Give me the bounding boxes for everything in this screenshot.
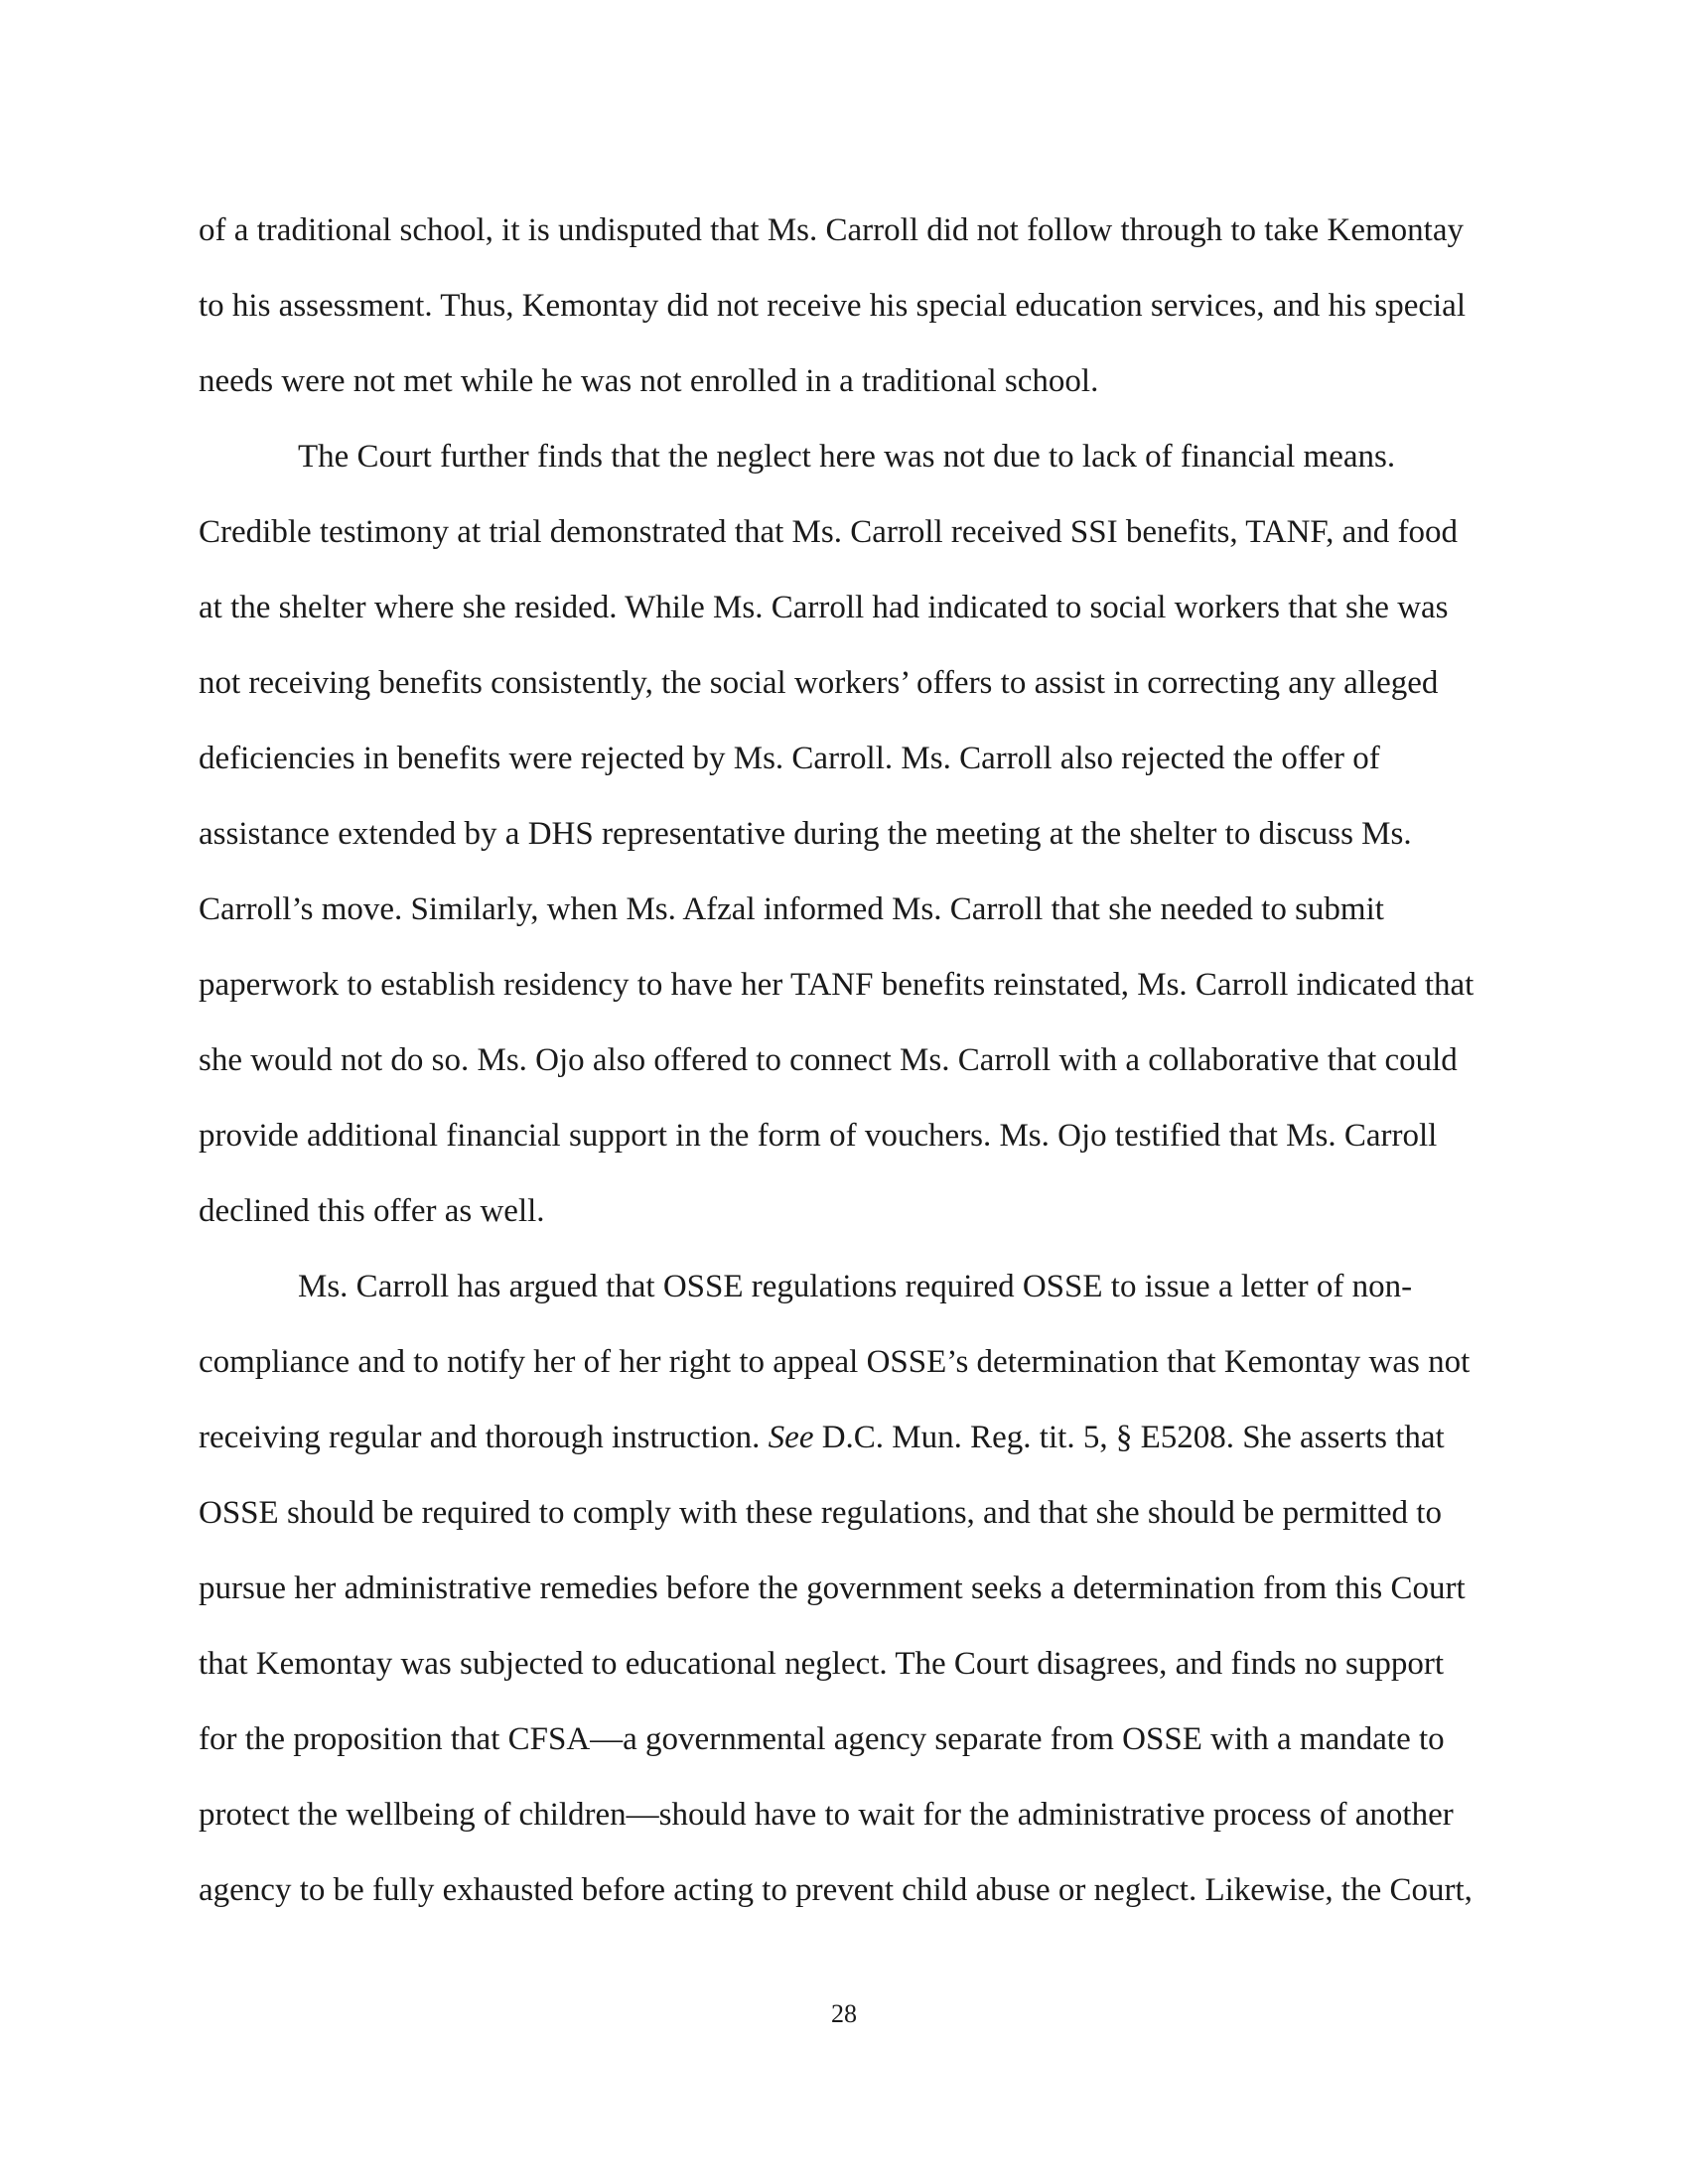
page-number: 28 [831,1999,857,2028]
citation-signal: See [768,1420,814,1455]
paragraph-3-text-before: Ms. Carroll has argued that OSSE regulations required OSSE to issue a letter of non-compliance and to notify her of her right to appeal OSSE’s determination that Kemontay was not receiving regular and thorough instruction. [199,1269,1471,1455]
paragraph-1: of a traditional school, it is undisputed that Ms. Carroll did not follow through to take Kemontay to his assessment. Thus, Kemontay did not receive his special education services, and his special needs were not met while he was not enrolled in a traditional school. [199,212,1466,399]
paragraph-3 [199,1249,1489,1928]
paragraph-3-text-after: D.C. Mun. Reg. tit. 5, § E5208. She asserts that OSSE should be required to comply with these regulations, and that she should be permitted to pursue her administrative remedies before the government seeks a determination from this Court that Kemontay was subjected to educational neglect. The Court disagrees, and finds no support for the proposition that CFSA—a governmental agency separate from OSSE with a mandate to protect the wellbeing of children—should have to wait for the administrative process of another agency to be fully exhausted before acting to prevent child abuse or neglect. Likewise, the Court, [199,1420,1473,1908]
paragraph-2: The Court further finds that the neglect here was not due to lack of financial means. Credible testimony at trial demonstrated that Ms. Carroll received SSI benefits, TANF, and food at the shelter where she resided. While Ms. Carroll had indicated to social workers that she was not receiving benefits consistently, the social workers’ offers to assist in correcting any alleged deficiencies in benefits were rejected by Ms. Carroll. Ms. Carroll also rejected the offer of assistance extended by a DHS representative during the meeting at the shelter to discuss Ms. Carroll’s move. Similarly, when Ms. Afzal informed Ms. Carroll that she needed to submit paperwork to establish residency to have her TANF benefits reinstated, Ms. Carroll indicated that she would not do so. Ms. Ojo also offered to connect Ms. Carroll with a collaborative that could provide additional financial support in the form of vouchers. Ms. Ojo testified that Ms. Carroll declined this offer as well. [199,439,1475,1229]
document-body [199,193,1489,1928]
